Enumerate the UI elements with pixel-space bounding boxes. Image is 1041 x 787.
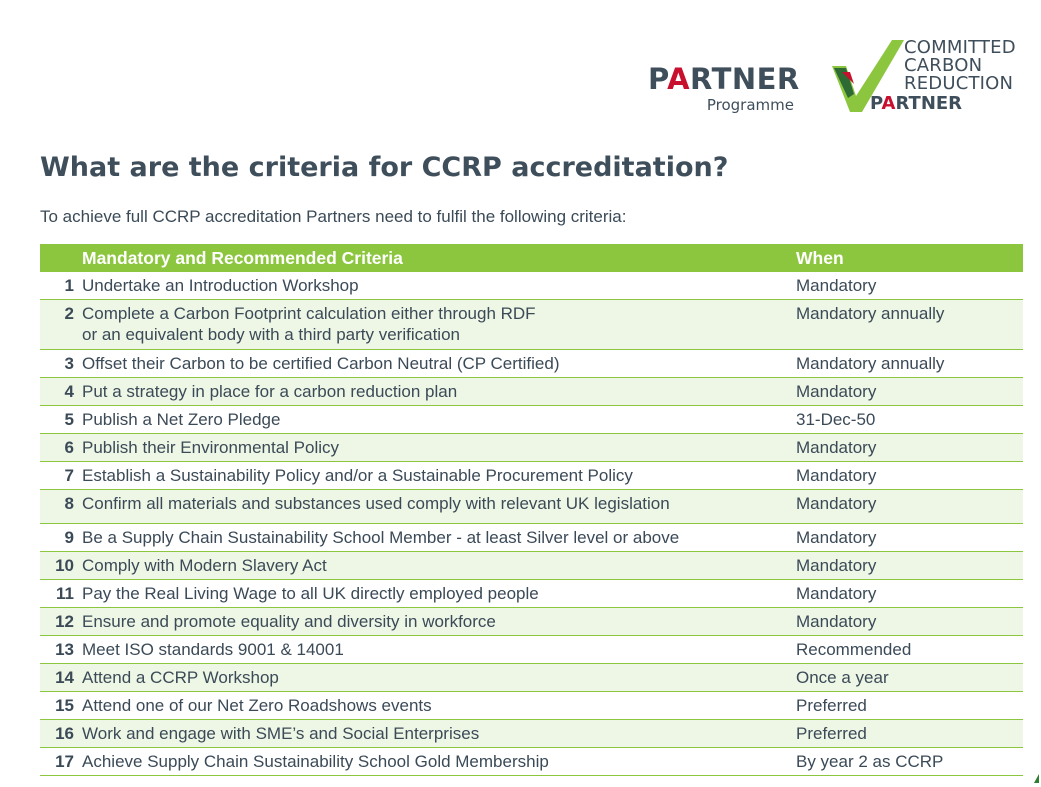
table-row	[40, 434, 1023, 462]
row-number: 14	[55, 668, 74, 687]
row-criterion	[82, 272, 796, 300]
row-when: Mandatory annually	[796, 304, 945, 323]
row-number: 3	[64, 354, 74, 373]
row-criterion	[82, 300, 796, 350]
partner-programme-logo	[648, 64, 798, 114]
row-criterion	[82, 406, 796, 434]
criterion-line: Confirm all materials and substances used comply with relevant UK legislation	[82, 494, 670, 513]
table-row	[40, 720, 1023, 748]
row-when: Recommended	[796, 640, 912, 659]
page-title: What are the criteria for CCRP accreditation?	[40, 152, 729, 183]
row-number: 4	[64, 382, 74, 401]
criterion-line: Publish their Environmental Policy	[82, 438, 340, 457]
row-criterion	[82, 664, 796, 692]
row-number: 2	[64, 304, 74, 323]
table-row	[40, 636, 1023, 664]
row-number: 16	[55, 724, 74, 743]
table-row	[40, 406, 1023, 434]
criterion-line: Work and engage with SME’s and Social Enterprises	[82, 724, 480, 743]
row-criterion	[82, 720, 796, 748]
row-number: 17	[55, 752, 74, 771]
row-when: Mandatory	[796, 584, 877, 603]
header-criteria: Mandatory and Recommended Criteria	[82, 247, 403, 268]
row-when: Mandatory	[796, 528, 877, 547]
table-row	[40, 490, 1023, 524]
row-when: Mandatory	[796, 276, 877, 295]
table-row	[40, 524, 1023, 552]
row-number: 13	[55, 640, 74, 659]
intro-text: To achieve full CCRP accreditation Partners need to fulfil the following criteria:	[40, 207, 627, 226]
criterion-line: Achieve Supply Chain Sustainability School Gold Membership	[82, 752, 549, 771]
ccrp-partner-word: PARTNER	[870, 93, 963, 114]
ccrp-line-carbon: CARBON	[904, 55, 983, 76]
header-number	[40, 244, 82, 272]
criterion-line: Comply with Modern Slavery Act	[82, 556, 327, 575]
row-when: Mandatory annually	[796, 354, 945, 373]
row-criterion	[82, 580, 796, 608]
row-number: 8	[64, 494, 74, 513]
row-criterion	[82, 748, 796, 776]
criterion-line: Attend one of our Net Zero Roadshows events	[82, 696, 432, 715]
criterion-line: Publish a Net Zero Pledge	[82, 410, 281, 429]
row-number: 10	[55, 556, 74, 575]
row-number: 7	[64, 466, 74, 485]
row-number: 12	[55, 612, 74, 631]
table-row	[40, 350, 1023, 378]
criterion-line: Be a Supply Chain Sustainability School Member - at least Silver level or above	[82, 528, 680, 547]
row-number: 11	[56, 584, 74, 603]
page-corner-mark	[1034, 774, 1039, 783]
criteria-table-body	[40, 272, 1023, 776]
row-criterion	[82, 434, 796, 462]
table-header-row	[40, 244, 1023, 272]
criterion-line: Pay the Real Living Wage to all UK directly employed people	[82, 584, 539, 603]
row-number: 9	[64, 528, 74, 547]
row-number: 15	[55, 696, 74, 715]
ccrp-line-committed: COMMITTED	[904, 37, 1016, 58]
row-number: 1	[64, 276, 74, 295]
row-criterion	[82, 462, 796, 490]
row-number: 5	[64, 410, 74, 429]
row-when: Mandatory	[796, 494, 877, 513]
partner-logo-subtitle: Programme	[706, 96, 794, 114]
criterion-line: Attend a CCRP Workshop	[82, 668, 279, 687]
criterion-line: Undertake an Introduction Workshop	[82, 276, 359, 295]
table-row	[40, 580, 1023, 608]
table-row	[40, 608, 1023, 636]
row-when: Mandatory	[796, 382, 877, 401]
row-when: Mandatory	[796, 438, 877, 457]
row-when: By year 2 as CCRP	[796, 752, 944, 771]
table-row	[40, 664, 1023, 692]
table-row	[40, 462, 1023, 490]
ccrp-logo	[832, 38, 1032, 118]
row-criterion	[82, 350, 796, 378]
table-row	[40, 272, 1023, 300]
criterion-line: or an equivalent body with a third party verification	[82, 325, 460, 344]
table-row	[40, 378, 1023, 406]
row-when: Mandatory	[796, 466, 877, 485]
ccrp-line-reduction: REDUCTION	[904, 73, 1014, 94]
row-criterion	[82, 552, 796, 580]
row-when: 31-Dec-50	[796, 410, 876, 429]
row-criterion	[82, 378, 796, 406]
partner-logo-word: PARTNER	[648, 62, 800, 96]
row-criterion	[82, 608, 796, 636]
header-when: When	[796, 247, 844, 268]
table-row	[40, 552, 1023, 580]
row-criterion	[82, 490, 796, 524]
row-when: Mandatory	[796, 612, 877, 631]
criterion-line: Ensure and promote equality and diversity in workforce	[82, 612, 496, 631]
criteria-table	[40, 244, 1023, 776]
criterion-line: Complete a Carbon Footprint calculation either through RDF	[82, 304, 536, 323]
row-when: Mandatory	[796, 556, 877, 575]
row-number: 6	[64, 438, 74, 457]
table-row	[40, 692, 1023, 720]
table-row	[40, 300, 1023, 350]
criterion-line: Establish a Sustainability Policy and/or a Sustainable Procurement Policy	[82, 466, 633, 485]
row-criterion	[82, 524, 796, 552]
row-when: Once a year	[796, 668, 889, 687]
table-row	[40, 748, 1023, 776]
row-when: Preferred	[796, 724, 867, 743]
criterion-line: Put a strategy in place for a carbon reduction plan	[82, 382, 458, 401]
criterion-line: Meet ISO standards 9001 & 14001	[82, 640, 344, 659]
row-criterion	[82, 636, 796, 664]
row-criterion	[82, 692, 796, 720]
criterion-line: Offset their Carbon to be certified Carbon Neutral (CP Certified)	[82, 354, 560, 373]
row-when: Preferred	[796, 696, 867, 715]
